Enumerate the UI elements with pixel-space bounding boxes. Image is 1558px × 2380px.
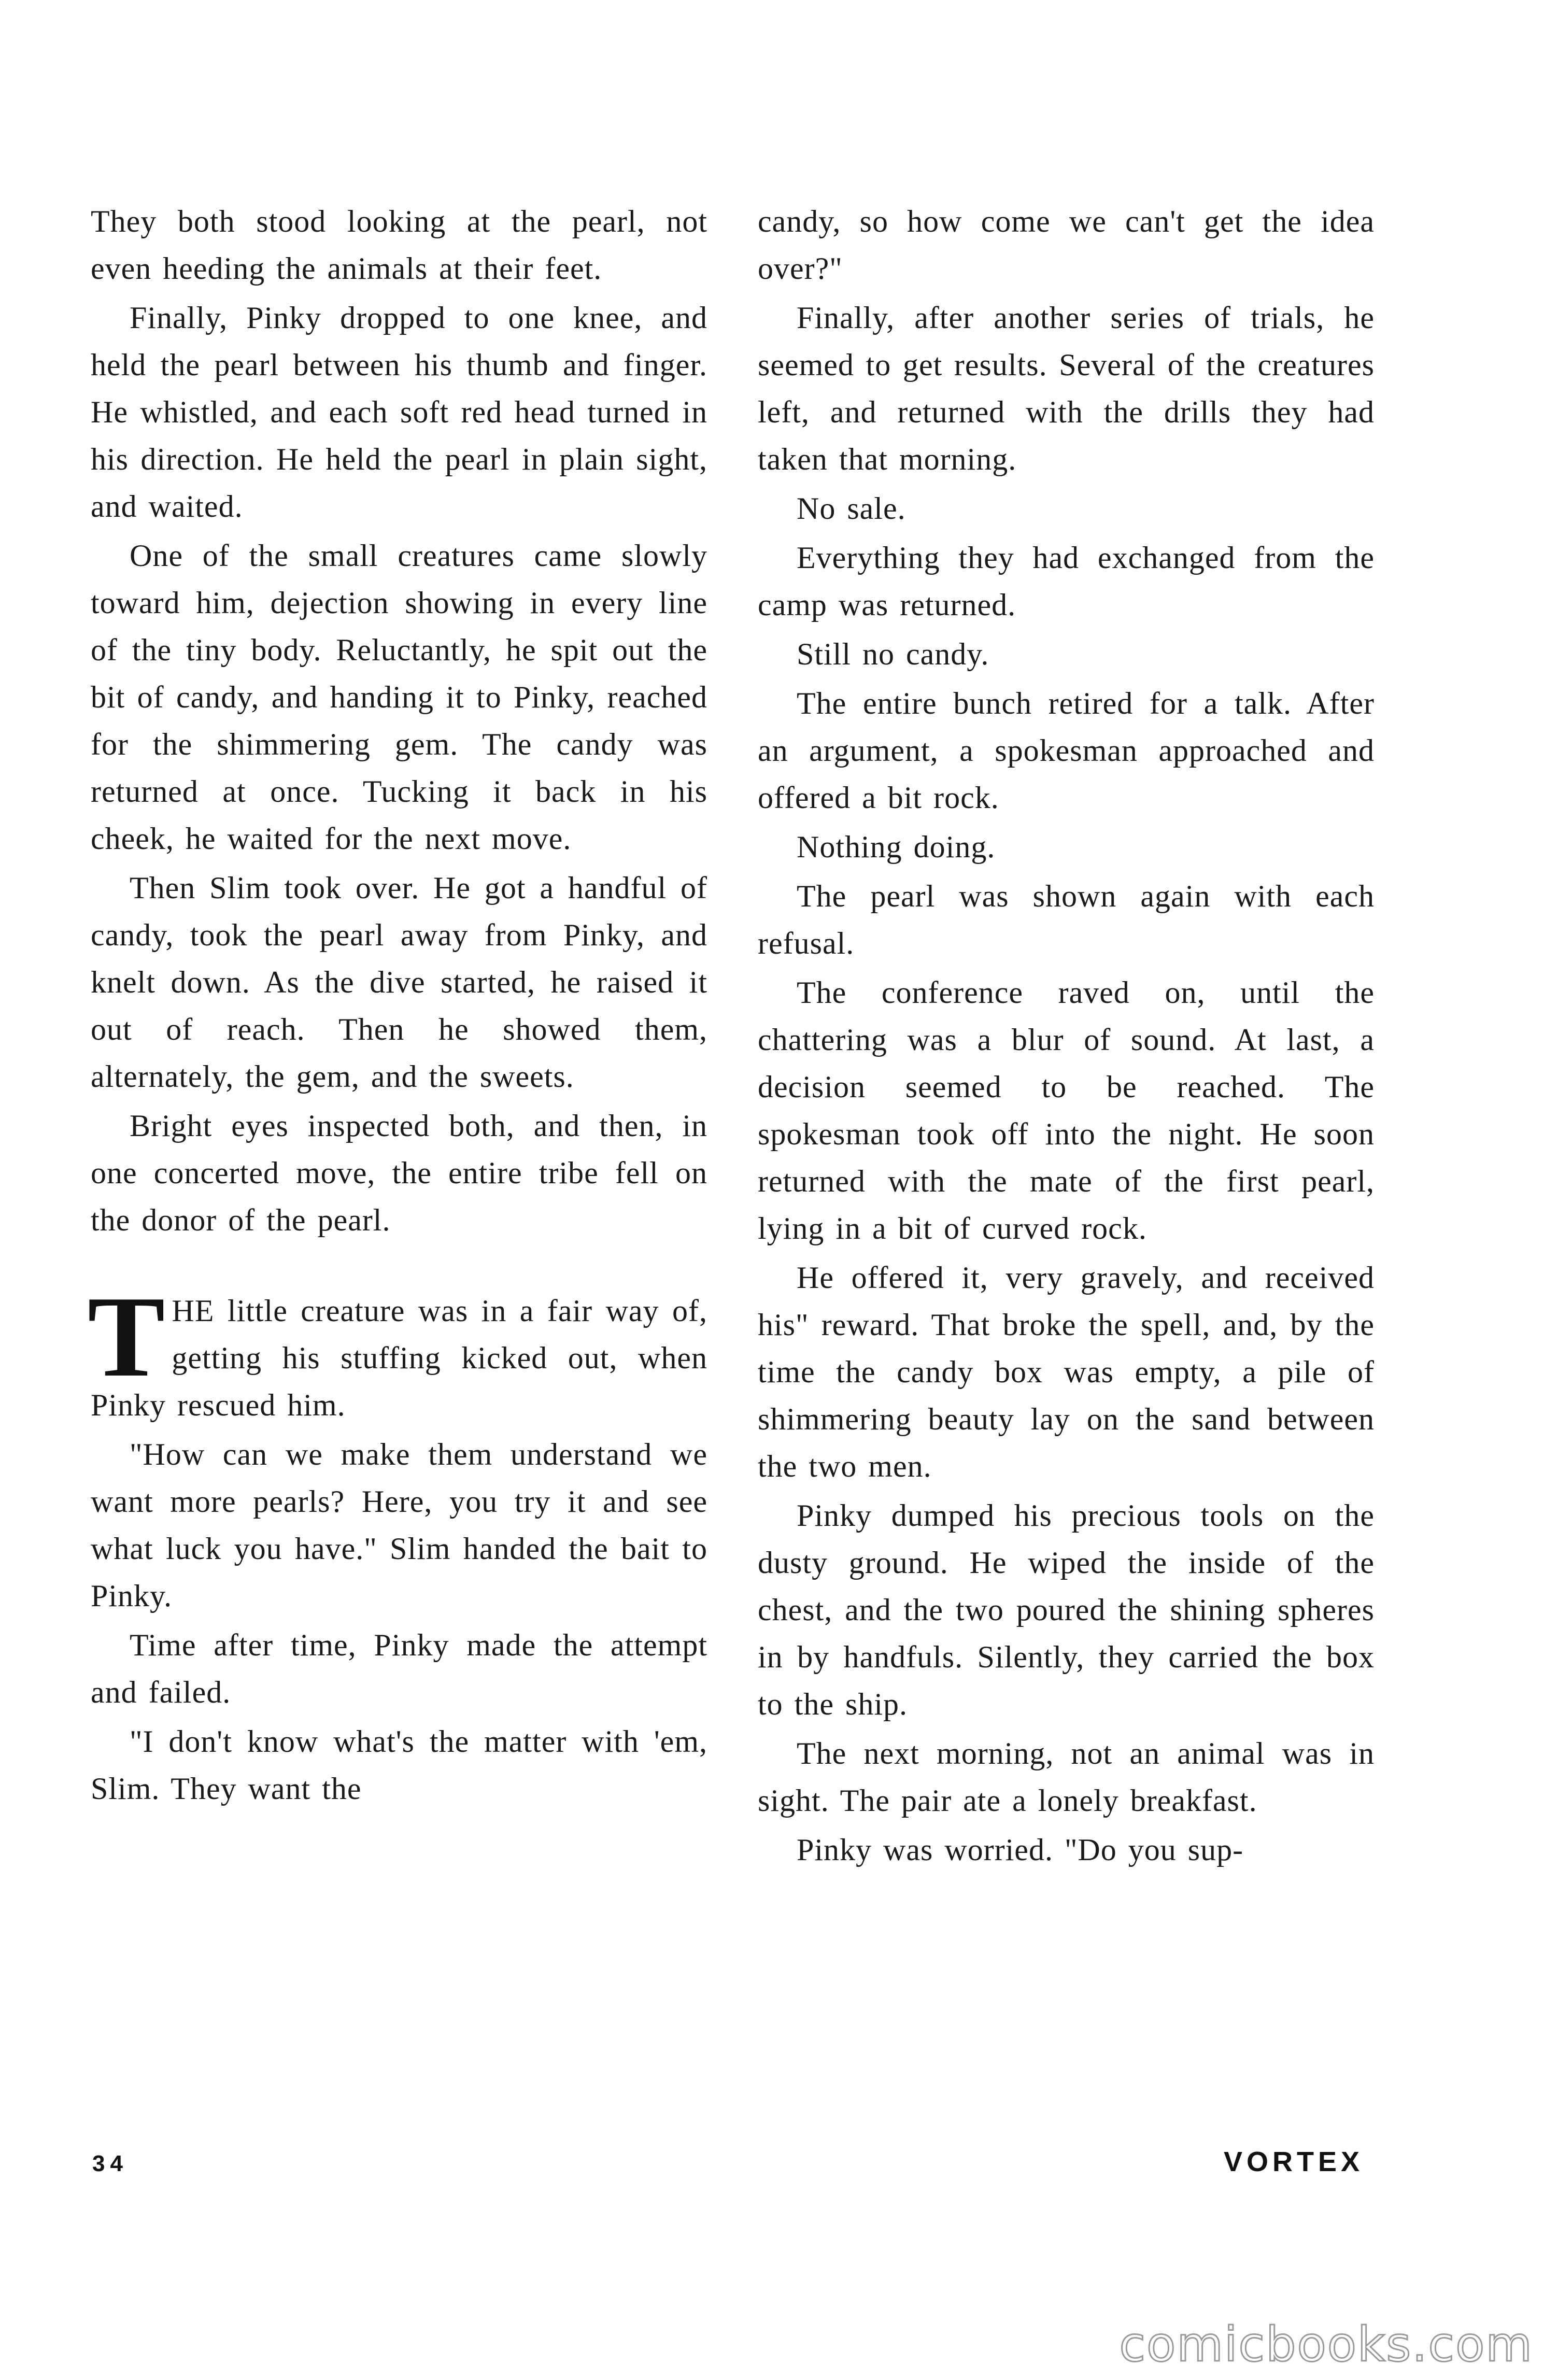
paragraph: Finally, Pinky dropped to one knee, and held the pearl between his thumb and finger. He whistled, and each soft red head turned in his direction. He held the pearl in plain sight, and waited.: [91, 301, 707, 523]
section-break: [91, 1246, 707, 1287]
watermark: comicbooks.com: [1119, 2317, 1533, 2372]
drop-cap: T: [88, 1272, 166, 1401]
page-number: 34: [92, 2151, 128, 2176]
magazine-title: VORTEX: [1223, 2146, 1364, 2177]
paragraph-text: HE little creature was in a fair way of, getting his stuffing kicked out, when Pinky rescued him.: [91, 1294, 707, 1422]
paragraph: The entire bunch retired for a talk. After an argument, a spokesman approached and offered a bit rock.: [758, 686, 1375, 815]
paragraph: "How can we make them understand we want more pearls? Here, you try it and see what luck you have." Slim handed the bait to Pinky.: [91, 1437, 707, 1613]
paragraph: Bright eyes inspected both, and then, in one concerted move, the entire tribe fell on the donor of the pearl.: [91, 1109, 707, 1237]
paragraph: Finally, after another series of trials, he seemed to get results. Several of the creatures left, and returned with the drills they had taken that morning.: [758, 301, 1375, 476]
paragraph: Nothing doing.: [797, 830, 996, 864]
section-opening-paragraph: [88, 1272, 707, 1429]
paragraph: Still no candy.: [797, 637, 989, 671]
paragraph: One of the small creatures came slowly toward him, dejection showing in every line of the tiny body. Reluctantly, he spit out the bit of candy, and handing it to Pinky, reached for the shimmering gem. The candy was returned at once. Tucking it back in his cheek, he waited for the next move.: [91, 539, 707, 856]
paragraph: The next morning, not an animal was in sight. The pair ate a lonely breakfast.: [758, 1736, 1375, 1818]
paragraph: "I don't know what's the matter with 'em, Slim. They want the: [91, 1724, 707, 1806]
right-column: [758, 198, 1375, 1876]
paragraph: No sale.: [797, 491, 906, 526]
paragraph: Everything they had exchanged from the camp was returned.: [758, 541, 1375, 622]
paragraph: Then Slim took over. He got a handful of candy, took the pearl away from Pinky, and knelt down. As the dive started, he raised it out of reach. Then he showed them, alternately, the gem, and the sweets.: [91, 871, 707, 1094]
left-column: [88, 198, 707, 1815]
paragraph: candy, so how come we can't get the idea over?": [758, 204, 1375, 286]
paragraph: He offered it, very gravely, and received his" reward. That broke the spell, and, by the time the candy box was empty, a pile of shimmering beauty lay on the sand between the two men.: [758, 1260, 1375, 1483]
paragraph: Time after time, Pinky made the attempt and failed.: [91, 1628, 707, 1709]
paragraph: They both stood looking at the pearl, not even heeding the animals at their feet.: [91, 204, 707, 286]
paragraph: The pearl was shown again with each refusal.: [758, 879, 1375, 960]
paragraph: The conference raved on, until the chattering was a blur of sound. At last, a decision seemed to be reached. The spokesman took off into the night. He soon returned with the mate of the first pearl, lying in a bit of curved rock.: [758, 975, 1375, 1245]
paragraph: Pinky dumped his precious tools on the dusty ground. He wiped the inside of the chest, and the two poured the shining spheres in by handfuls. Silently, they carried the box to the ship.: [758, 1498, 1375, 1721]
paragraph: Pinky was worried. "Do you sup-: [797, 1833, 1244, 1867]
